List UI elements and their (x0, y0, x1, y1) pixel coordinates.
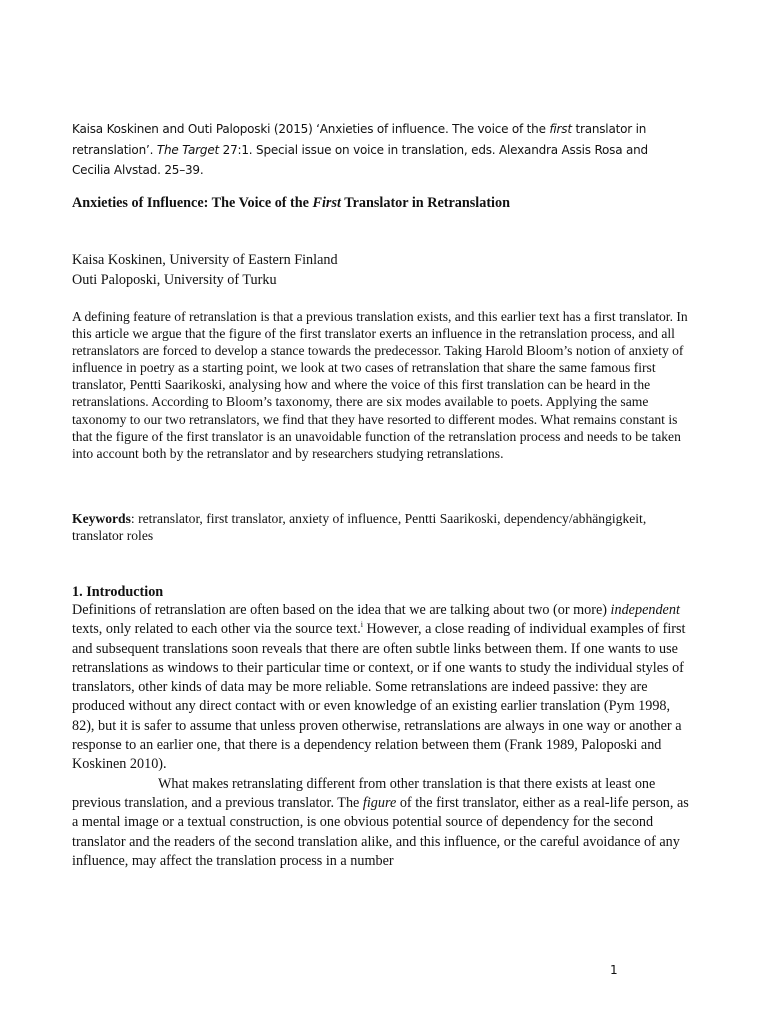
intro-p1-c: However, a close reading of individual examples of first and subsequent translations soon reveals that there are often subtle links between them. If one wants to use retranslations as windows to their particular time or context, or if one wants to study the individual styles of translators, other kinds of data may be more reliable. Some retranslations are indeed passive: they are produced without any direct contact with or even knowledge of an existing earlier translation (Pym 1998, 82), but it is safer to assume that unless proven otherwise, retranslations are always in one way or another a response to an earlier one, that there is a dependency relation between them (Frank 1989, Paloposki and Koskinen 2010). (72, 621, 686, 773)
authors (72, 250, 338, 290)
author-koskinen: Kaisa Koskinen, University of Eastern Finland (72, 252, 338, 268)
introduction-body (72, 601, 696, 871)
intro-p2-a: What makes retranslating different from other translation is that there exists at least one previous translation, and a previous translator. The (72, 775, 656, 811)
page-number: 1 (610, 963, 618, 977)
footnote-marker[interactable]: i (360, 620, 363, 630)
intro-p1-a: Definitions of retranslation are often based on the idea that we are talking about two (or more) (72, 602, 611, 618)
abstract: A defining feature of retranslation is that a previous translation exists, and this earlier text has a first translator. In this article we argue that the figure of the first translator exerts an influence in the retranslation process, and all retranslators are forced to develop a stance towards the predecessor. Taking Harold Bloom’s notion of anxiety of influence in poetry as a starting point, we look at two cases of retranslation that share the same famous first translator, Pentti Saarikoski, analysing how and where the voice of this first translation can be heard in the retranslations. According to Bloom’s taxonomy, there are six modes available to poets. Applying the same taxonomy to our two retranslators, we find that they have resorted to different modes. What remains constant is that the figure of the first translator is an unavoidable function of the retranslation process and needs to be taken into account both by the retranslator and by researchers studying retranslations. (72, 309, 688, 461)
intro-p1-b: texts, only related to each other via the source text. (72, 621, 361, 638)
paper-title (72, 193, 696, 213)
keywords-label: Keywords (72, 511, 131, 526)
citation-journal: The Target (156, 142, 220, 157)
section-heading: 1. Introduction (72, 584, 164, 600)
intro-p1-italic: independent (610, 602, 680, 618)
intro-p2-italic: figure (362, 794, 397, 811)
intro-paragraph-1 (72, 601, 696, 775)
citation (72, 119, 682, 181)
intro-p2-b: of the first translator, either as a real-life person, as a mental image or a textual construction, is one obvious potential source of dependency for the second translator and the readers of the second translation alike, and this influence, or the careful avoidance of any influence, may affect the translation process in a number (72, 794, 689, 869)
title-part-1: Anxieties of Influence: The Voice of the (72, 195, 313, 211)
keywords (72, 511, 690, 544)
title-part-2: Translator in Retranslation (340, 195, 510, 211)
title-italic: First (312, 195, 341, 211)
citation-text-2: translator in retranslation’. (72, 122, 647, 157)
citation-first: first (549, 122, 572, 136)
keywords-text: : retranslator, first translator, anxiety of influence, Pentti Saarikoski, dependency/abhängigkeit, translator roles (72, 511, 647, 543)
author-paloposki: Outi Paloposki, University of Turku (72, 272, 277, 288)
citation-text-3: 27:1. Special issue on voice in translation, eds. Alexandra Assis Rosa and Cecilia Alvstad. 25–39. (72, 142, 648, 177)
intro-paragraph-2 (72, 775, 696, 871)
citation-text-1: Kaisa Koskinen and Outi Paloposki (2015) ‘Anxieties of influence. The voice of the (72, 122, 550, 136)
